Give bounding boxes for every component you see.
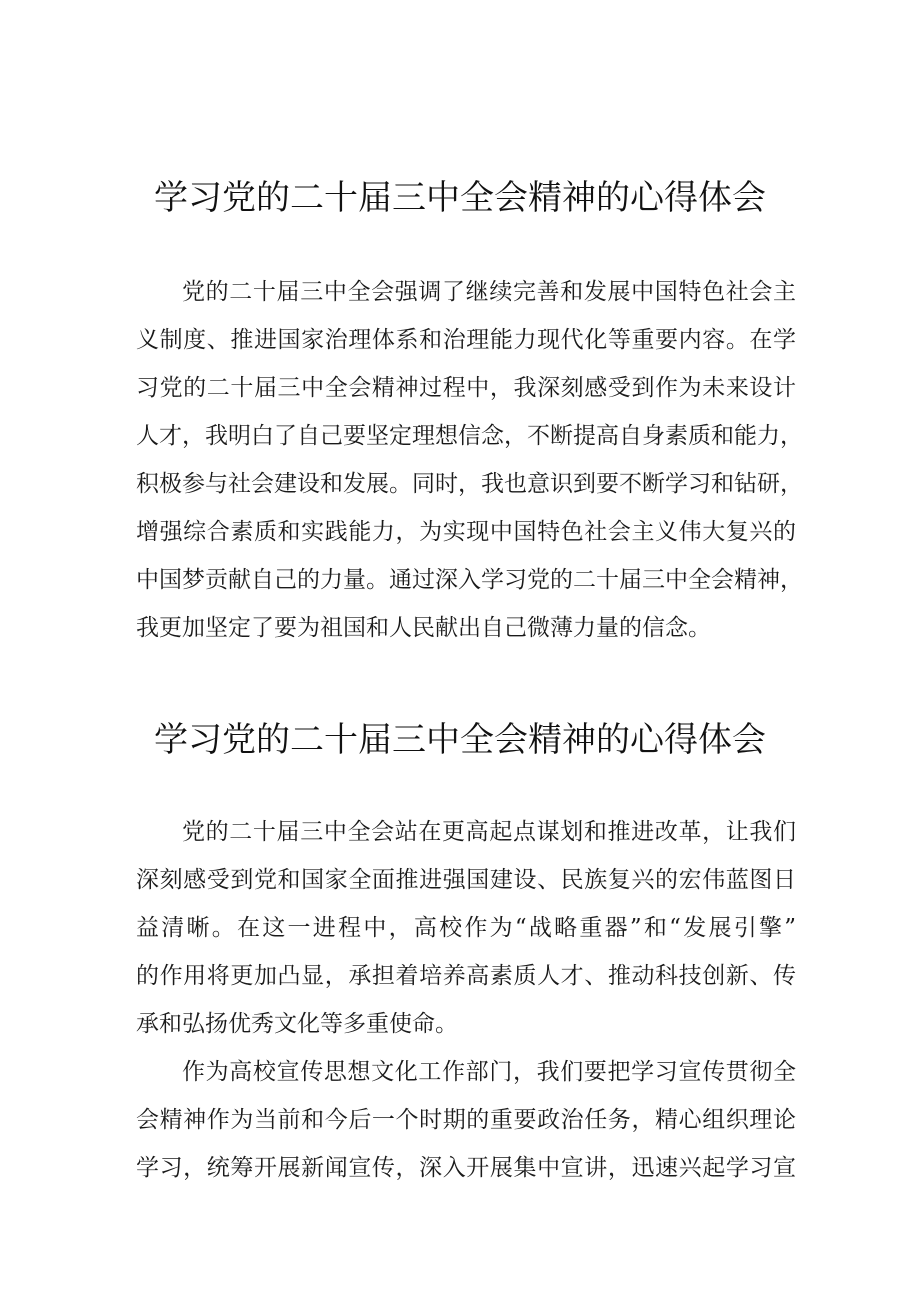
- text-line: 作为高校宣传思想文化工作部门，我们要把学习宣传贯彻全: [182, 1059, 796, 1085]
- text-line: 人才，我明白了自己要坚定理想信念，不断提高自身素质和能力，: [136, 423, 803, 449]
- text-line: 积极参与社会建设和发展。同时，我也意识到要不断学习和钻研，: [136, 471, 803, 497]
- section-1-title: 学习党的二十届三中全会精神的心得体会: [154, 178, 766, 218]
- text-line: 的作用将更加凸显，承担着培养高素质人才、推动科技创新、传: [136, 963, 796, 989]
- text-line: 深刻感受到党和国家全面推进强国建设、民族复兴的宏伟蓝图日: [136, 867, 796, 893]
- text-line: 党的二十届三中全会站在更高起点谋划和推进改革，让我们: [182, 819, 796, 845]
- text-line: 我更加坚定了要为祖国和人民献出自己微薄力量的信念。: [136, 615, 711, 641]
- text-line: 会精神作为当前和今后一个时期的重要政治任务，精心组织理论: [136, 1107, 796, 1133]
- section-1-paragraph-1: [136, 268, 803, 652]
- text-line: 党的二十届三中全会强调了继续完善和发展中国特色社会主: [182, 279, 796, 305]
- text-line: 习党的二十届三中全会精神过程中，我深刻感受到作为未来设计: [136, 375, 796, 401]
- text-line: 学习，统筹开展新闻宣传，深入开展集中宣讲，迅速兴起学习宣: [136, 1155, 796, 1181]
- section-2-paragraph-2: [136, 1048, 796, 1192]
- section-2-paragraph-1: [136, 808, 796, 1048]
- text-line: 承和弘扬优秀文化等多重使命。: [136, 1011, 458, 1037]
- text-line: 益清晰。在这一进程中，高校作为“战略重器”和“发展引擎”: [136, 915, 796, 941]
- section-2-title: 学习党的二十届三中全会精神的心得体会: [154, 720, 766, 760]
- text-line: 义制度、推进国家治理体系和治理能力现代化等重要内容。在学: [136, 327, 796, 353]
- text-line: 增强综合素质和实践能力，为实现中国特色社会主义伟大复兴的: [136, 519, 796, 545]
- text-line: 中国梦贡献自己的力量。通过深入学习党的二十届三中全会精神，: [136, 567, 803, 593]
